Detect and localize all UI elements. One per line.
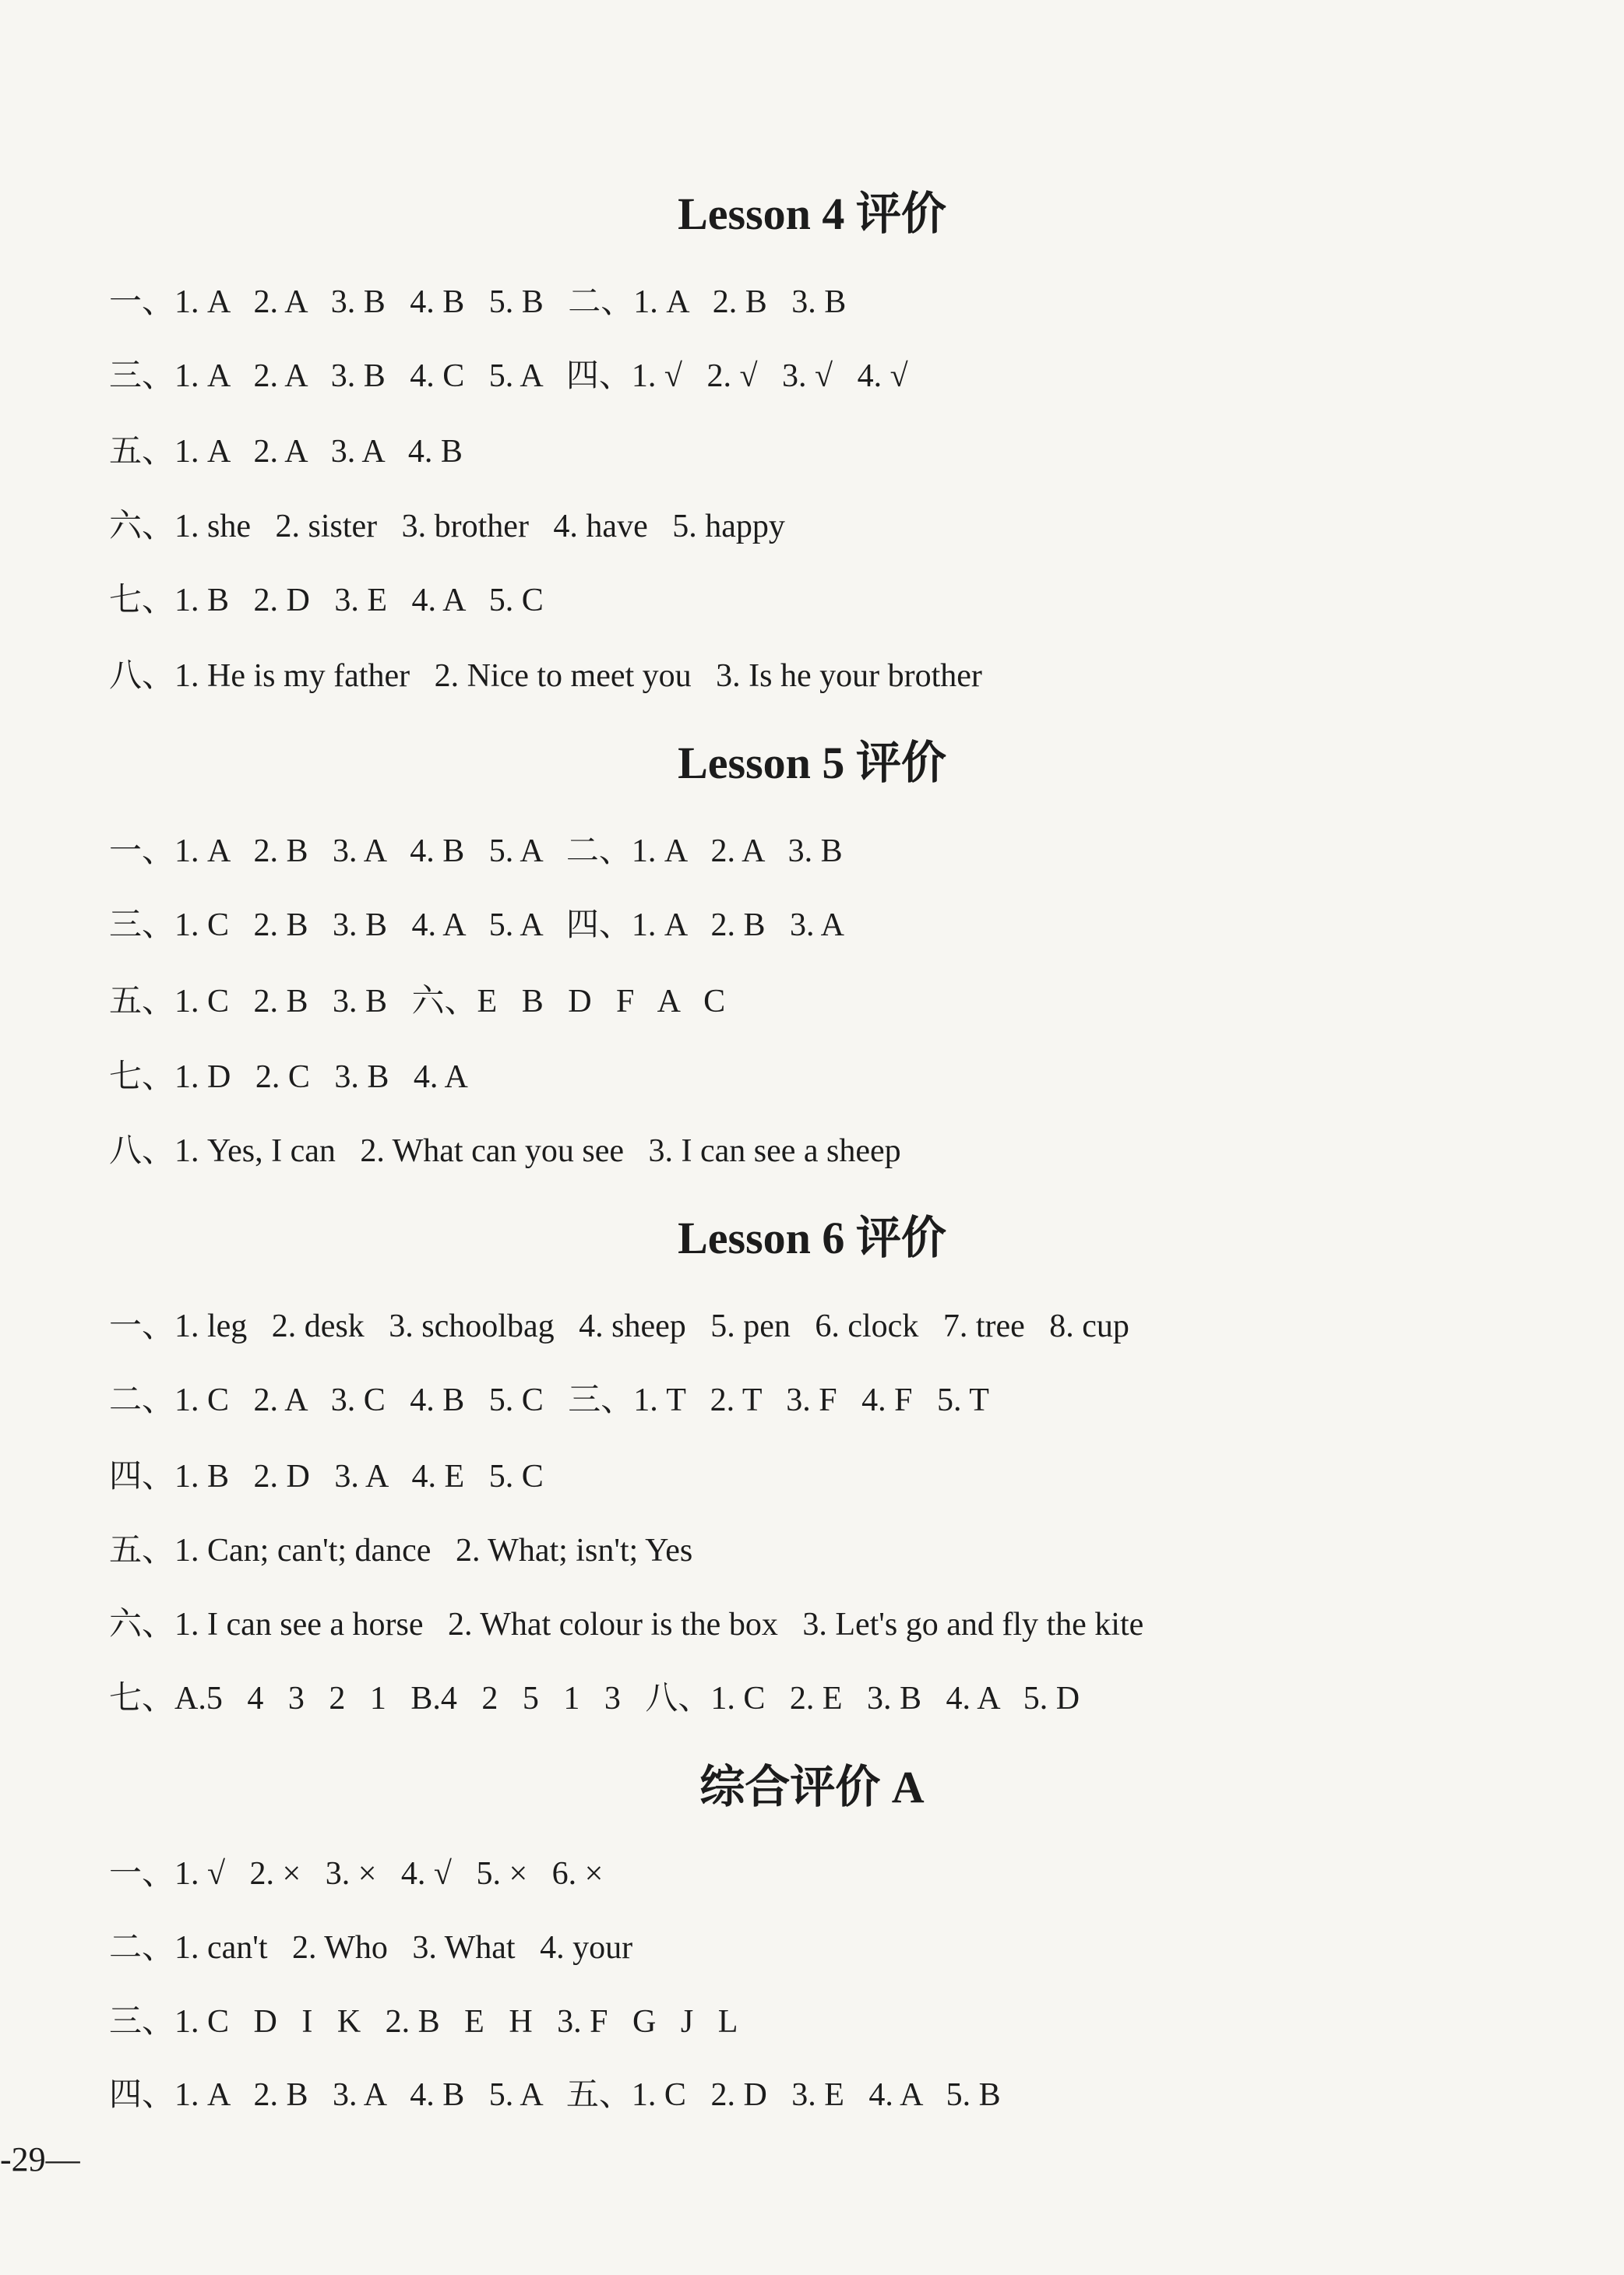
answer-row: 七、A.5 4 3 2 1 B.4 2 5 1 3 八、1. C 2. E 3. B 4. A 5. D	[109, 1681, 1080, 1717]
answer-row: 三、1. C 2. B 3. B 4. A 5. A 四、1. A 2. B 3. A	[109, 907, 844, 943]
section-title-lesson-5: Lesson 5 评价	[678, 738, 946, 788]
answer-row: 七、1. B 2. D 3. E 4. A 5. C	[109, 583, 544, 618]
answer-row: 一、1. √ 2. × 3. × 4. √ 5. × 6. ×	[109, 1856, 604, 1892]
answer-row: 六、1. I can see a horse 2. What colour is the box 3. Let's go and fly the kite	[109, 1607, 1144, 1643]
answer-row: 三、1. A 2. A 3. B 4. C 5. A 四、1. √ 2. √ 3. √ 4. √	[109, 358, 908, 394]
answer-row: 五、1. A 2. A 3. A 4. B	[109, 434, 463, 470]
answer-row: 六、1. she 2. sister 3. brother 4. have 5. happy	[109, 509, 785, 544]
answer-row: 五、1. C 2. B 3. B 六、E B D F A C	[109, 984, 726, 1020]
page-number: -29—	[0, 2140, 80, 2178]
answer-row: 一、1. leg 2. desk 3. schoolbag 4. sheep 5. pen 6. clock 7. tree 8. cup	[109, 1308, 1129, 1344]
answer-row: 八、1. Yes, I can 2. What can you see 3. I can see a sheep	[109, 1133, 901, 1169]
answer-row: 三、1. C D I K 2. B E H 3. F G J L	[109, 2004, 738, 2040]
answer-row: 一、1. A 2. A 3. B 4. B 5. B 二、1. A 2. B 3. B	[109, 284, 847, 320]
answer-row: 四、1. A 2. B 3. A 4. B 5. A 五、1. C 2. D 3. E 4. A 5. B	[109, 2077, 1001, 2113]
answer-row: 二、1. can't 2. Who 3. What 4. your	[109, 1930, 633, 1966]
answer-row: 一、1. A 2. B 3. A 4. B 5. A 二、1. A 2. A 3. B	[109, 833, 843, 869]
answer-row: 八、1. He is my father 2. Nice to meet you 3. Is he your brother	[109, 658, 982, 694]
answer-row: 二、1. C 2. A 3. C 4. B 5. C 三、1. T 2. T 3. F 4. F 5. T	[109, 1382, 989, 1418]
section-title-lesson-4: Lesson 4 评价	[678, 188, 946, 239]
answer-row: 七、1. D 2. C 3. B 4. A	[109, 1059, 468, 1095]
answer-row: 五、1. Can; can't; dance 2. What; isn't; Yes	[109, 1533, 693, 1569]
section-title-comprehensive-a: 综合评价 A	[699, 1762, 925, 1812]
section-title-lesson-6: Lesson 6 评价	[678, 1213, 946, 1263]
answer-row: 四、1. B 2. D 3. A 4. E 5. C	[109, 1459, 544, 1495]
